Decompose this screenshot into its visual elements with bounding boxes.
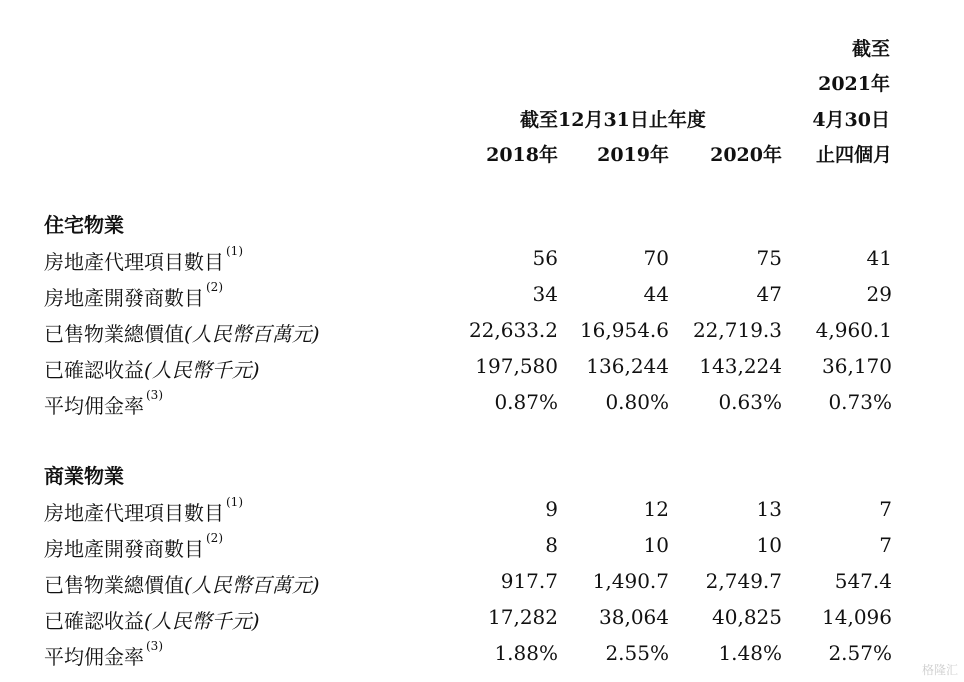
cell-2018: 8 — [545, 533, 558, 557]
cell-2020: 75 — [756, 246, 782, 270]
row-label: 已售物業總價值(人民幣百萬元) — [44, 322, 320, 346]
cell-2019: 2.55% — [605, 641, 669, 665]
table-row — [0, 246, 964, 280]
cell-2021: 29 — [866, 282, 892, 306]
table-row — [0, 641, 964, 675]
cell-2018: 917.7 — [500, 569, 558, 593]
row-label: 已確認收益(人民幣千元) — [44, 609, 260, 633]
watermark: 格隆汇 — [921, 663, 958, 677]
cell-2020: 22,719.3 — [692, 318, 782, 342]
cell-2020: 10 — [756, 533, 782, 557]
cell-2020: 143,224 — [699, 354, 782, 378]
cell-2019: 70 — [643, 246, 669, 270]
row-label: 房地產代理項目數目 $^{(1)}$ — [44, 244, 243, 274]
header-right-line2: 2021年 — [818, 73, 890, 95]
table-row — [0, 318, 964, 352]
table-row — [0, 390, 964, 424]
cell-2020: 47 — [756, 282, 782, 306]
section-title-residential: 住宅物業 — [44, 213, 124, 237]
row-label: 房地產開發商數目 $^{(2)}$ — [44, 280, 223, 310]
cell-2019: 12 — [643, 497, 669, 521]
section-title-commercial: 商業物業 — [44, 464, 124, 488]
header-col-2020: 2020年 — [710, 144, 782, 166]
cell-2018: 0.87% — [494, 390, 558, 414]
cell-2021: 7 — [879, 497, 892, 521]
row-label: 已確認收益(人民幣千元) — [44, 358, 260, 382]
cell-2018: 197,580 — [475, 354, 558, 378]
header-period-left: 截至12月31日止年度 — [520, 109, 706, 131]
cell-2020: 40,825 — [712, 605, 782, 629]
row-label: 房地產代理項目數目 $^{(1)}$ — [44, 495, 243, 525]
table-row — [0, 354, 964, 388]
row-label: 已售物業總價值(人民幣百萬元) — [44, 573, 320, 597]
cell-2021: 2.57% — [828, 641, 892, 665]
cell-2019: 0.80% — [605, 390, 669, 414]
cell-2020: 13 — [756, 497, 782, 521]
cell-2021: 547.4 — [834, 569, 892, 593]
cell-2021: 14,096 — [822, 605, 892, 629]
table-row — [0, 569, 964, 603]
cell-2019: 10 — [643, 533, 669, 557]
cell-2018: 9 — [545, 497, 558, 521]
cell-2018: 17,282 — [488, 605, 558, 629]
row-label: 平均佣金率 $^{(3)}$ — [44, 388, 163, 418]
table-row — [0, 605, 964, 639]
cell-2021: 4,960.1 — [815, 318, 892, 342]
cell-2020: 0.63% — [718, 390, 782, 414]
cell-2019: 38,064 — [599, 605, 669, 629]
cell-2019: 136,244 — [586, 354, 669, 378]
cell-2020: 2,749.7 — [705, 569, 782, 593]
header-col-four-months: 止四個月 — [815, 144, 892, 166]
cell-2018: 34 — [532, 282, 558, 306]
cell-2018: 56 — [532, 246, 558, 270]
table-row — [0, 497, 964, 531]
cell-2018: 1.88% — [494, 641, 558, 665]
header-col-2019: 2019年 — [597, 144, 669, 166]
header-col-2018: 2018年 — [486, 144, 558, 166]
cell-2019: 16,954.6 — [579, 318, 669, 342]
cell-2020: 1.48% — [718, 641, 782, 665]
header-right-line1: 截至 — [851, 38, 890, 60]
cell-2019: 44 — [643, 282, 669, 306]
table-row — [0, 282, 964, 316]
row-label: 平均佣金率 $^{(3)}$ — [44, 639, 163, 669]
row-label: 房地產開發商數目 $^{(2)}$ — [44, 531, 223, 561]
cell-2018: 22,633.2 — [468, 318, 558, 342]
header-right-line3: 4月30日 — [812, 109, 890, 131]
cell-2021: 0.73% — [828, 390, 892, 414]
cell-2021: 7 — [879, 533, 892, 557]
cell-2019: 1,490.7 — [592, 569, 669, 593]
table-row — [0, 533, 964, 567]
cell-2021: 36,170 — [822, 354, 892, 378]
cell-2021: 41 — [866, 246, 892, 270]
